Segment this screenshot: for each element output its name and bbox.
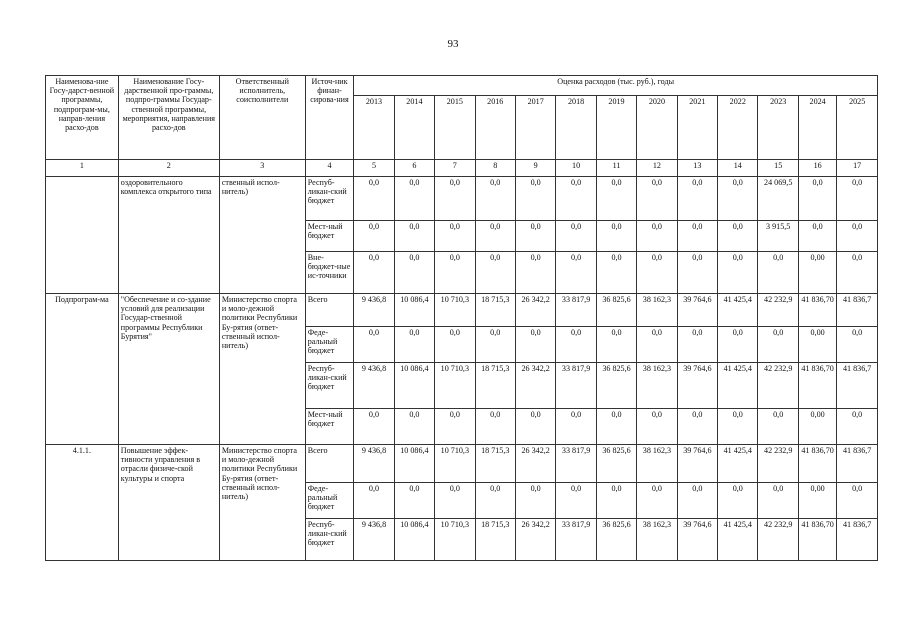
value-cell: 10 086,4 <box>394 445 434 483</box>
header-program-name: Наименова-ние Госу-дарст-венной программы, подпрограм-мы, направ-ления расхо-дов <box>46 76 119 160</box>
executor-cell: Министерство спорта и моло-дежной политики Республики Бу-рятия (ответ-ственный испол-нитель) <box>219 294 305 445</box>
value-cell: 0,0 <box>677 483 717 519</box>
table-row <box>46 445 878 483</box>
year-header: 2018 <box>556 96 596 160</box>
value-cell: 0,0 <box>354 252 394 294</box>
column-index: 9 <box>515 160 555 177</box>
value-cell: 0,00 <box>798 409 836 445</box>
column-index: 12 <box>637 160 677 177</box>
value-cell: 0,0 <box>758 252 798 294</box>
value-cell: 41 425,4 <box>718 363 758 409</box>
value-cell: 0,0 <box>515 409 555 445</box>
value-cell: 39 764,6 <box>677 519 717 561</box>
value-cell: 0,0 <box>718 409 758 445</box>
value-cell: 0,0 <box>596 483 636 519</box>
program-name-cell: оздоровительного комплекса открытого типа <box>118 177 219 294</box>
year-header: 2024 <box>798 96 836 160</box>
funding-source-cell: Феде-ральный бюджет <box>305 483 354 519</box>
funding-source-cell: Респуб-ликан-ский бюджет <box>305 363 354 409</box>
year-header: 2013 <box>354 96 394 160</box>
value-cell: 41 425,4 <box>718 445 758 483</box>
year-header: 2025 <box>837 96 878 160</box>
value-cell: 9 436,8 <box>354 445 394 483</box>
value-cell: 0,0 <box>637 177 677 221</box>
value-cell: 0,0 <box>837 177 878 221</box>
value-cell: 0,0 <box>435 221 475 252</box>
value-cell: 10 710,3 <box>435 294 475 327</box>
table-row <box>46 177 878 221</box>
value-cell: 0,0 <box>677 221 717 252</box>
value-cell: 0,0 <box>556 327 596 363</box>
year-header: 2015 <box>435 96 475 160</box>
budget-table <box>45 75 878 561</box>
value-cell: 0,0 <box>837 327 878 363</box>
value-cell: 41 836,70 <box>798 294 836 327</box>
value-cell: 0,0 <box>515 327 555 363</box>
column-index: 16 <box>798 160 836 177</box>
value-cell: 0,0 <box>637 409 677 445</box>
value-cell: 41 836,7 <box>837 445 878 483</box>
value-cell: 0,0 <box>435 409 475 445</box>
value-cell: 42 232,9 <box>758 363 798 409</box>
column-index: 17 <box>837 160 878 177</box>
value-cell: 41 836,70 <box>798 445 836 483</box>
column-index: 3 <box>219 160 305 177</box>
value-cell: 10 710,3 <box>435 363 475 409</box>
value-cell: 0,0 <box>475 483 515 519</box>
value-cell: 0,0 <box>596 327 636 363</box>
header-expense-estimate: Оценка расходов (тыс. руб.), годы <box>354 76 878 96</box>
year-header: 2020 <box>637 96 677 160</box>
value-cell: 0,0 <box>515 221 555 252</box>
value-cell: 0,0 <box>718 221 758 252</box>
value-cell: 0,0 <box>475 177 515 221</box>
column-index: 11 <box>596 160 636 177</box>
value-cell: 0,0 <box>637 483 677 519</box>
value-cell: 0,0 <box>677 177 717 221</box>
column-index: 1 <box>46 160 119 177</box>
value-cell: 0,0 <box>637 252 677 294</box>
funding-source-cell: Респуб-ликан-ский бюджет <box>305 519 354 561</box>
value-cell: 0,0 <box>394 221 434 252</box>
value-cell: 0,0 <box>798 221 836 252</box>
executor-cell: ственный испол-нитель) <box>219 177 305 294</box>
value-cell: 0,0 <box>556 483 596 519</box>
value-cell: 0,0 <box>837 409 878 445</box>
column-index: 8 <box>475 160 515 177</box>
value-cell: 10 086,4 <box>394 294 434 327</box>
value-cell: 0,0 <box>556 409 596 445</box>
value-cell: 0,0 <box>394 327 434 363</box>
value-cell: 41 425,4 <box>718 519 758 561</box>
value-cell: 0,0 <box>354 483 394 519</box>
value-cell: 18 715,3 <box>475 519 515 561</box>
year-header: 2014 <box>394 96 434 160</box>
value-cell: 24 069,5 <box>758 177 798 221</box>
value-cell: 0,0 <box>475 409 515 445</box>
funding-source-cell: Феде-ральный бюджет <box>305 327 354 363</box>
year-header: 2022 <box>718 96 758 160</box>
value-cell: 26 342,2 <box>515 519 555 561</box>
value-cell: 9 436,8 <box>354 519 394 561</box>
value-cell: 0,0 <box>596 409 636 445</box>
column-index: 7 <box>435 160 475 177</box>
program-code-cell <box>46 177 119 294</box>
value-cell: 10 710,3 <box>435 519 475 561</box>
value-cell: 0,0 <box>677 252 717 294</box>
value-cell: 0,0 <box>637 221 677 252</box>
value-cell: 41 836,70 <box>798 363 836 409</box>
value-cell: 0,0 <box>515 483 555 519</box>
value-cell: 0,0 <box>354 221 394 252</box>
value-cell: 18 715,3 <box>475 445 515 483</box>
value-cell: 0,0 <box>758 483 798 519</box>
value-cell: 9 436,8 <box>354 363 394 409</box>
value-cell: 0,00 <box>798 252 836 294</box>
value-cell: 0,0 <box>677 327 717 363</box>
value-cell: 0,0 <box>798 177 836 221</box>
value-cell: 38 162,3 <box>637 294 677 327</box>
year-header: 2017 <box>515 96 555 160</box>
value-cell: 0,0 <box>837 483 878 519</box>
value-cell: 0,0 <box>394 177 434 221</box>
header-executor: Ответственный исполнитель, соисполнители <box>219 76 305 160</box>
value-cell: 0,0 <box>718 252 758 294</box>
value-cell: 38 162,3 <box>637 445 677 483</box>
value-cell: 26 342,2 <box>515 363 555 409</box>
funding-source-cell: Всего <box>305 294 354 327</box>
value-cell: 33 817,9 <box>556 294 596 327</box>
value-cell: 39 764,6 <box>677 445 717 483</box>
year-header: 2016 <box>475 96 515 160</box>
value-cell: 0,0 <box>637 327 677 363</box>
funding-source-cell: Мест-ный бюджет <box>305 409 354 445</box>
value-cell: 0,0 <box>475 221 515 252</box>
year-header: 2021 <box>677 96 717 160</box>
column-index: 10 <box>556 160 596 177</box>
executor-cell: Министерство спорта и моло-дежной политики Республики Бу-рятия (ответ-ственный испол-нитель) <box>219 445 305 561</box>
value-cell: 38 162,3 <box>637 363 677 409</box>
value-cell: 36 825,6 <box>596 294 636 327</box>
column-index: 13 <box>677 160 717 177</box>
funding-source-cell: Респуб-ликан-ский бюджет <box>305 177 354 221</box>
funding-source-cell: Вне-бюджет-ные ис-точники <box>305 252 354 294</box>
column-index: 14 <box>718 160 758 177</box>
value-cell: 0,0 <box>435 327 475 363</box>
value-cell: 10 710,3 <box>435 445 475 483</box>
value-cell: 0,0 <box>596 177 636 221</box>
value-cell: 41 836,7 <box>837 294 878 327</box>
value-cell: 33 817,9 <box>556 445 596 483</box>
header-activity-name: Наименование Госу-дарственной про-граммы, подпро-граммы Государ-ственной программы, мероприятия, направления расхо-дов <box>118 76 219 160</box>
value-cell: 36 825,6 <box>596 363 636 409</box>
value-cell: 0,0 <box>515 177 555 221</box>
program-code-cell: 4.1.1. <box>46 445 119 561</box>
value-cell: 0,0 <box>837 252 878 294</box>
value-cell: 0,0 <box>718 327 758 363</box>
value-cell: 42 232,9 <box>758 445 798 483</box>
value-cell: 10 086,4 <box>394 363 434 409</box>
funding-source-cell: Всего <box>305 445 354 483</box>
value-cell: 18 715,3 <box>475 363 515 409</box>
value-cell: 0,0 <box>394 252 434 294</box>
program-name-cell: Повышение эффек-тивности управления в отрасли физиче-ской культуры и спорта <box>118 445 219 561</box>
value-cell: 41 836,70 <box>798 519 836 561</box>
value-cell: 0,00 <box>798 483 836 519</box>
page-number: 93 <box>447 38 459 50</box>
value-cell: 0,0 <box>354 177 394 221</box>
value-cell: 0,0 <box>718 177 758 221</box>
value-cell: 0,0 <box>435 177 475 221</box>
value-cell: 0,0 <box>677 409 717 445</box>
value-cell: 0,00 <box>798 327 836 363</box>
value-cell: 33 817,9 <box>556 363 596 409</box>
value-cell: 0,0 <box>758 409 798 445</box>
value-cell: 0,0 <box>435 483 475 519</box>
value-cell: 33 817,9 <box>556 519 596 561</box>
column-index: 6 <box>394 160 434 177</box>
value-cell: 41 425,4 <box>718 294 758 327</box>
value-cell: 38 162,3 <box>637 519 677 561</box>
value-cell: 41 836,7 <box>837 519 878 561</box>
value-cell: 0,0 <box>596 252 636 294</box>
program-code-cell: Подпрограм-ма <box>46 294 119 445</box>
value-cell: 26 342,2 <box>515 294 555 327</box>
value-cell: 0,0 <box>718 483 758 519</box>
value-cell: 0,0 <box>354 327 394 363</box>
value-cell: 0,0 <box>394 409 434 445</box>
column-index: 4 <box>305 160 354 177</box>
column-index: 2 <box>118 160 219 177</box>
value-cell: 0,0 <box>837 221 878 252</box>
value-cell: 0,0 <box>475 327 515 363</box>
column-index: 15 <box>758 160 798 177</box>
value-cell: 0,0 <box>596 221 636 252</box>
value-cell: 42 232,9 <box>758 294 798 327</box>
value-cell: 9 436,8 <box>354 294 394 327</box>
year-header: 2023 <box>758 96 798 160</box>
value-cell: 0,0 <box>394 483 434 519</box>
value-cell: 36 825,6 <box>596 445 636 483</box>
value-cell: 39 764,6 <box>677 363 717 409</box>
value-cell: 3 915,5 <box>758 221 798 252</box>
value-cell: 0,0 <box>556 221 596 252</box>
value-cell: 39 764,6 <box>677 294 717 327</box>
value-cell: 10 086,4 <box>394 519 434 561</box>
header-funding-source: Источ-ник финан-сирова-ния <box>305 76 354 160</box>
value-cell: 0,0 <box>556 177 596 221</box>
value-cell: 0,0 <box>435 252 475 294</box>
value-cell: 0,0 <box>475 252 515 294</box>
program-name-cell: "Обеспечение и со-здание условий для реализации Государ-ственной программы Республики Бурятия" <box>118 294 219 445</box>
value-cell: 18 715,3 <box>475 294 515 327</box>
funding-source-cell: Мест-ный бюджет <box>305 221 354 252</box>
value-cell: 0,0 <box>354 409 394 445</box>
value-cell: 36 825,6 <box>596 519 636 561</box>
value-cell: 42 232,9 <box>758 519 798 561</box>
value-cell: 0,0 <box>758 327 798 363</box>
value-cell: 0,0 <box>515 252 555 294</box>
table-row <box>46 294 878 327</box>
value-cell: 0,0 <box>556 252 596 294</box>
value-cell: 41 836,7 <box>837 363 878 409</box>
value-cell: 26 342,2 <box>515 445 555 483</box>
column-index: 5 <box>354 160 394 177</box>
year-header: 2019 <box>596 96 636 160</box>
